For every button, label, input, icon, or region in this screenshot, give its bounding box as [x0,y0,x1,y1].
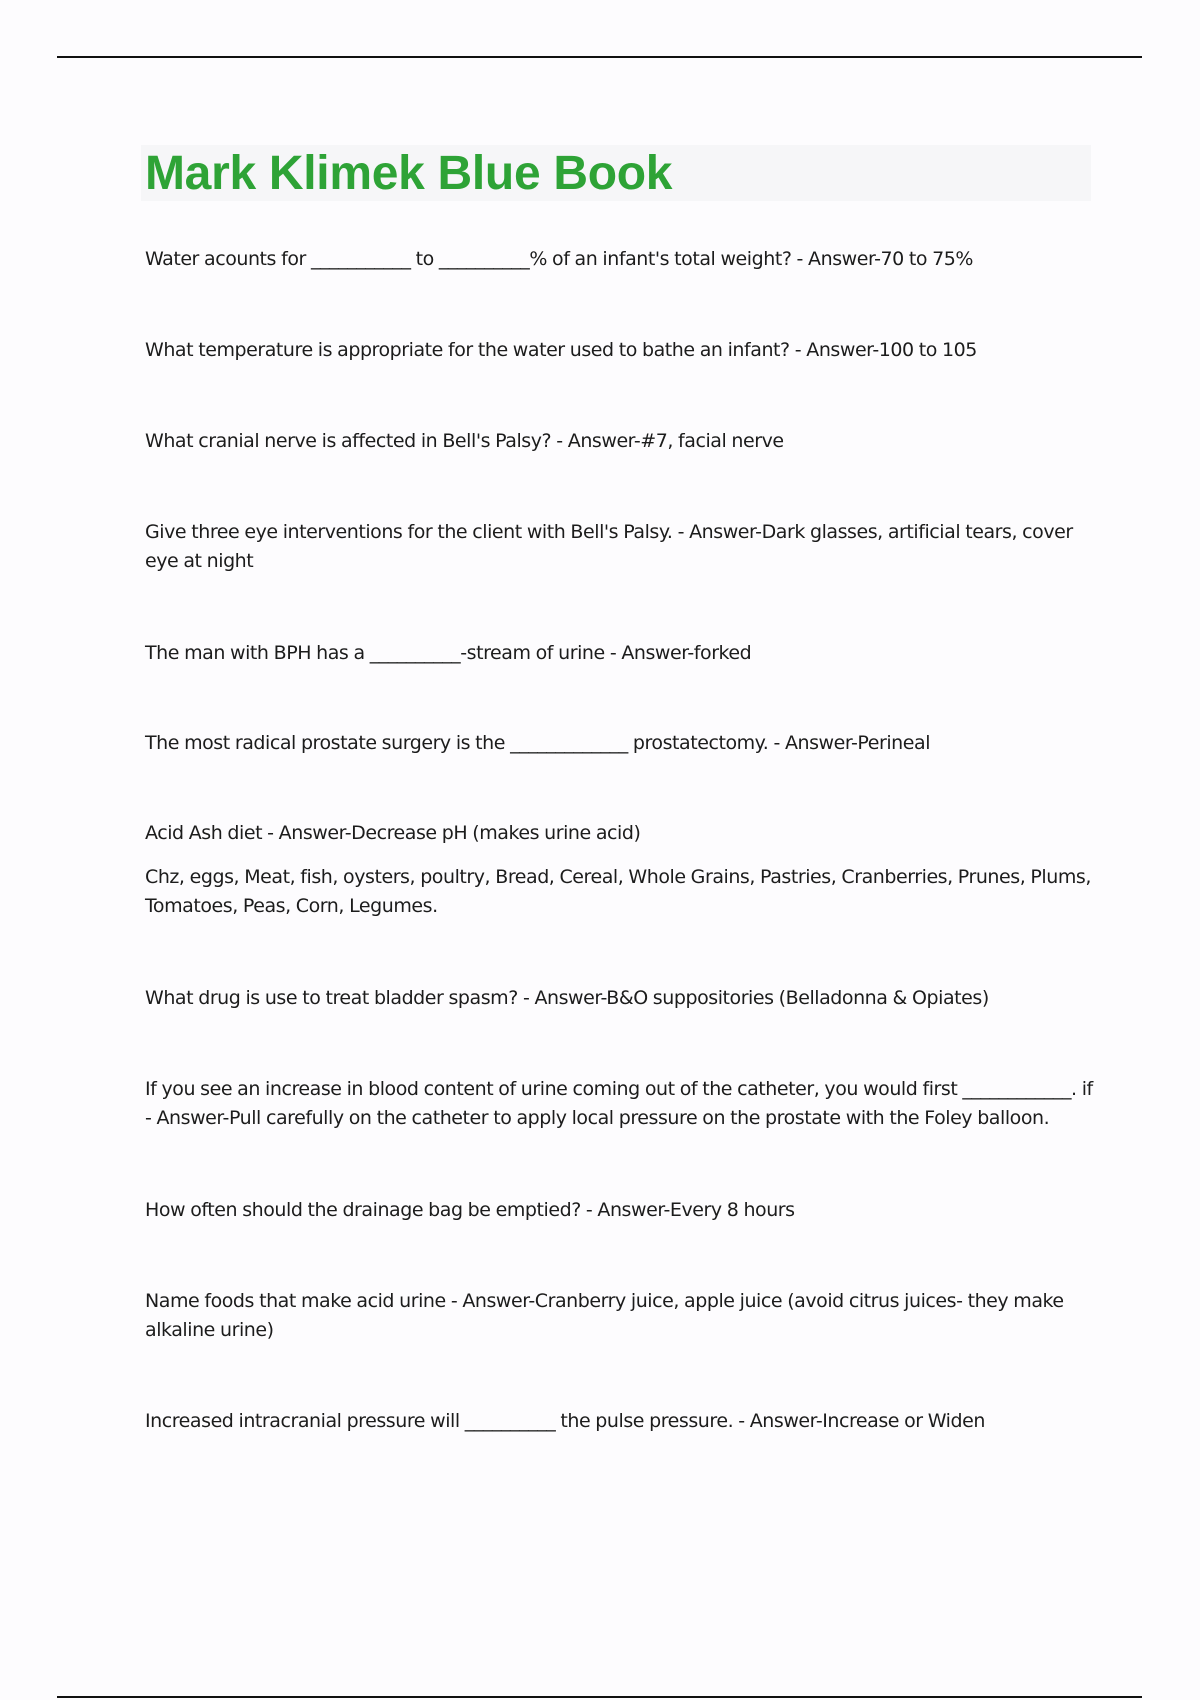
qa-text: Name foods that make acid urine - Answer-Cranberry juice, apple juice (avoid citrus juices- they make alkaline urine) [145,1290,1064,1341]
qa-item [145,984,1095,1013]
qa-item [145,639,1095,668]
qa-item [145,1075,1095,1133]
qa-item [145,427,1095,456]
qa-item [145,819,1095,921]
qa-item [145,1287,1095,1345]
qa-text: What drug is use to treat bladder spasm? - Answer-B&O suppositories (Belladonna & Opiates) [145,987,989,1009]
qa-text: Water acounts for ___________ to __________% of an infant's total weight? - Answer-70 to 75% [145,248,974,270]
qa-text: Give three eye interventions for the client with Bell's Palsy. - Answer-Dark glasses, artificial tears, cover eye at night [145,521,1073,572]
qa-text: How often should the drainage bag be emptied? - Answer-Every 8 hours [145,1199,795,1221]
qa-text: What temperature is appropriate for the water used to bathe an infant? - Answer-100 to 105 [145,339,977,361]
qa-item [145,729,1095,758]
qa-detail: Chz, eggs, Meat, fish, oysters, poultry, Bread, Cereal, Whole Grains, Pastries, Cranberries, Prunes, Plums, Tomatoes, Peas, Corn, Legumes. [145,866,1091,917]
qa-item [145,245,1095,274]
qa-item [145,518,1095,576]
qa-item [145,1407,1095,1436]
qa-text: The most radical prostate surgery is the _____________ prostatectomy. - Answer-Perineal [145,732,931,754]
qa-text: If you see an increase in blood content of urine coming out of the catheter, you would first ____________. if - Answer-Pull carefully on the catheter to apply local pressure on the prostate with the Foley balloon. [145,1078,1093,1129]
qa-text: Increased intracranial pressure will __________ the pulse pressure. - Answer-Increase or Widen [145,1410,985,1432]
qa-item [145,336,1095,365]
qa-text: The man with BPH has a __________-stream of urine - Answer-forked [145,642,752,664]
document-title: Mark Klimek Blue Book [145,147,673,200]
top-rule [57,56,1142,58]
qa-text: Acid Ash diet - Answer-Decrease pH (makes urine acid) [145,822,641,844]
qa-item [145,1196,1095,1225]
qa-text: What cranial nerve is affected in Bell's Palsy? - Answer-#7, facial nerve [145,430,784,452]
bottom-rule [57,1696,1142,1698]
